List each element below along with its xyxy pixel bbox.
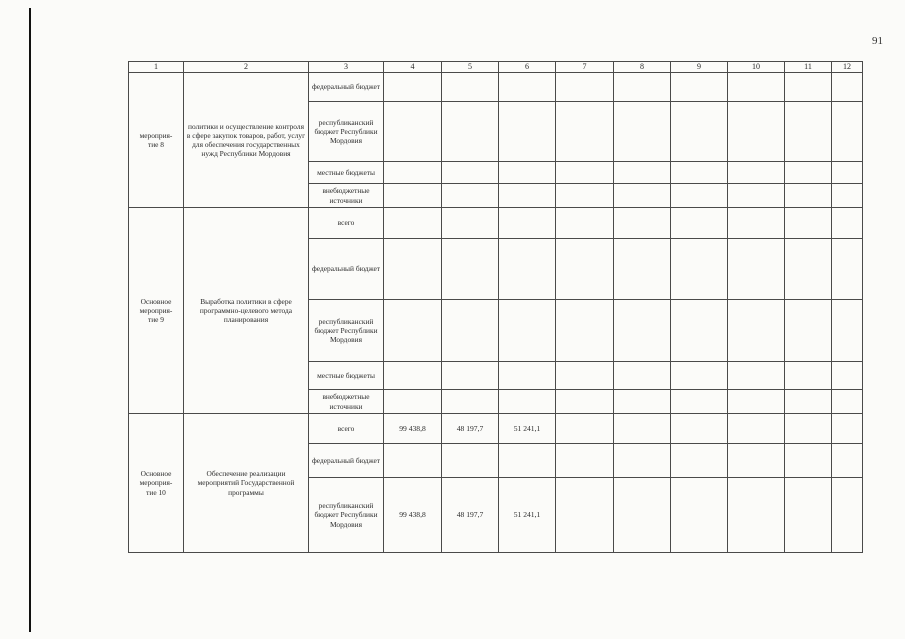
empty-cell xyxy=(832,162,863,184)
funding-source-cell: внебюджетные источники xyxy=(309,390,384,414)
column-header: 4 xyxy=(384,62,442,73)
amount-year-1-cell: 48 197,7 xyxy=(442,414,499,444)
amount-total-cell xyxy=(384,362,442,390)
activity-number-cell: Основное мероприя- тие 9 xyxy=(129,208,184,414)
funding-source-cell: местные бюджеты xyxy=(309,362,384,390)
funding-source-cell: федеральный бюджет xyxy=(309,239,384,300)
empty-cell xyxy=(671,208,728,239)
amount-year-2-cell xyxy=(499,162,556,184)
table-row xyxy=(129,414,863,444)
column-header: 1 xyxy=(129,62,184,73)
empty-cell xyxy=(671,73,728,102)
empty-cell xyxy=(614,208,671,239)
empty-cell xyxy=(728,208,785,239)
empty-cell xyxy=(671,444,728,478)
funding-source-cell: внебюджетные источники xyxy=(309,184,384,208)
page-number: 91 xyxy=(872,35,883,47)
empty-cell xyxy=(728,444,785,478)
empty-cell xyxy=(556,208,614,239)
empty-cell xyxy=(614,184,671,208)
empty-cell xyxy=(671,414,728,444)
empty-cell xyxy=(556,73,614,102)
empty-cell xyxy=(556,300,614,362)
empty-cell xyxy=(556,102,614,162)
empty-cell xyxy=(785,362,832,390)
activity-title-cell: Обеспечение реализации мероприятий Государственной программы xyxy=(184,414,309,553)
empty-cell xyxy=(671,162,728,184)
empty-cell xyxy=(671,478,728,553)
empty-cell xyxy=(832,300,863,362)
column-header: 2 xyxy=(184,62,309,73)
table-row xyxy=(129,73,863,102)
empty-cell xyxy=(785,184,832,208)
empty-cell xyxy=(614,239,671,300)
amount-total-cell xyxy=(384,102,442,162)
column-header: 8 xyxy=(614,62,671,73)
column-header: 10 xyxy=(728,62,785,73)
amount-year-1-cell xyxy=(442,300,499,362)
amount-total-cell xyxy=(384,208,442,239)
empty-cell xyxy=(556,162,614,184)
empty-cell xyxy=(671,239,728,300)
empty-cell xyxy=(728,184,785,208)
empty-cell xyxy=(614,102,671,162)
funding-source-cell: федеральный бюджет xyxy=(309,444,384,478)
amount-year-1-cell xyxy=(442,239,499,300)
amount-year-1-cell: 48 197,7 xyxy=(442,478,499,553)
column-header: 11 xyxy=(785,62,832,73)
amount-year-1-cell xyxy=(442,162,499,184)
empty-cell xyxy=(832,184,863,208)
column-header: 7 xyxy=(556,62,614,73)
empty-cell xyxy=(785,390,832,414)
empty-cell xyxy=(785,102,832,162)
amount-total-cell xyxy=(384,184,442,208)
activity-number-cell: мероприя- тие 8 xyxy=(129,73,184,208)
page-left-edge-line xyxy=(29,8,31,632)
amount-year-2-cell xyxy=(499,184,556,208)
empty-cell xyxy=(671,184,728,208)
empty-cell xyxy=(832,390,863,414)
funding-source-cell: федеральный бюджет xyxy=(309,73,384,102)
column-header: 5 xyxy=(442,62,499,73)
amount-year-2-cell xyxy=(499,362,556,390)
empty-cell xyxy=(832,362,863,390)
empty-cell xyxy=(614,414,671,444)
empty-cell xyxy=(556,362,614,390)
amount-year-2-cell xyxy=(499,208,556,239)
funding-source-cell: местные бюджеты xyxy=(309,162,384,184)
empty-cell xyxy=(785,414,832,444)
empty-cell xyxy=(614,444,671,478)
empty-cell xyxy=(832,478,863,553)
empty-cell xyxy=(832,208,863,239)
amount-total-cell xyxy=(384,444,442,478)
empty-cell xyxy=(614,478,671,553)
amount-total-cell xyxy=(384,73,442,102)
column-header: 12 xyxy=(832,62,863,73)
empty-cell xyxy=(728,102,785,162)
empty-cell xyxy=(785,208,832,239)
empty-cell xyxy=(614,362,671,390)
amount-year-1-cell xyxy=(442,102,499,162)
empty-cell xyxy=(614,300,671,362)
column-header: 3 xyxy=(309,62,384,73)
empty-cell xyxy=(785,478,832,553)
empty-cell xyxy=(728,414,785,444)
budget-table xyxy=(128,61,863,553)
table-row xyxy=(129,208,863,239)
empty-cell xyxy=(556,414,614,444)
funding-source-cell: всего xyxy=(309,208,384,239)
funding-source-cell: республиканский бюджет Республики Мордовия xyxy=(309,478,384,553)
empty-cell xyxy=(728,390,785,414)
column-header: 6 xyxy=(499,62,556,73)
activity-title-cell: Выработка политики в сфере программно-целевого метода планирования xyxy=(184,208,309,414)
empty-cell xyxy=(556,239,614,300)
amount-year-1-cell xyxy=(442,208,499,239)
empty-cell xyxy=(556,390,614,414)
empty-cell xyxy=(556,184,614,208)
empty-cell xyxy=(728,162,785,184)
empty-cell xyxy=(671,390,728,414)
amount-year-2-cell xyxy=(499,102,556,162)
empty-cell xyxy=(728,478,785,553)
amount-year-2-cell: 51 241,1 xyxy=(499,478,556,553)
activity-number-cell: Основное мероприя- тие 10 xyxy=(129,414,184,553)
column-header: 9 xyxy=(671,62,728,73)
amount-year-1-cell xyxy=(442,390,499,414)
activity-title-cell: политики и осуществление контроля в сфере закупок товаров, работ, услуг для обеспечения государственных нужд Республики Мордовия xyxy=(184,73,309,208)
amount-year-1-cell xyxy=(442,362,499,390)
amount-total-cell xyxy=(384,162,442,184)
amount-year-2-cell xyxy=(499,444,556,478)
empty-cell xyxy=(728,239,785,300)
amount-year-2-cell xyxy=(499,390,556,414)
empty-cell xyxy=(728,300,785,362)
amount-year-2-cell xyxy=(499,239,556,300)
amount-year-2-cell xyxy=(499,73,556,102)
amount-year-1-cell xyxy=(442,444,499,478)
empty-cell xyxy=(832,239,863,300)
amount-year-1-cell xyxy=(442,184,499,208)
empty-cell xyxy=(671,362,728,390)
empty-cell xyxy=(832,102,863,162)
amount-total-cell: 99 438,8 xyxy=(384,478,442,553)
empty-cell xyxy=(728,362,785,390)
empty-cell xyxy=(556,444,614,478)
amount-year-2-cell: 51 241,1 xyxy=(499,414,556,444)
empty-cell xyxy=(614,390,671,414)
empty-cell xyxy=(785,73,832,102)
empty-cell xyxy=(832,444,863,478)
amount-total-cell: 99 438,8 xyxy=(384,414,442,444)
empty-cell xyxy=(832,414,863,444)
empty-cell xyxy=(671,102,728,162)
empty-cell xyxy=(671,300,728,362)
header-row xyxy=(129,62,863,73)
empty-cell xyxy=(728,73,785,102)
amount-year-1-cell xyxy=(442,73,499,102)
empty-cell xyxy=(832,73,863,102)
empty-cell xyxy=(556,478,614,553)
funding-source-cell: республиканский бюджет Республики Мордовия xyxy=(309,300,384,362)
empty-cell xyxy=(614,162,671,184)
funding-source-cell: республиканский бюджет Республики Мордовия xyxy=(309,102,384,162)
amount-year-2-cell xyxy=(499,300,556,362)
empty-cell xyxy=(614,73,671,102)
empty-cell xyxy=(785,239,832,300)
amount-total-cell xyxy=(384,300,442,362)
empty-cell xyxy=(785,444,832,478)
empty-cell xyxy=(785,162,832,184)
funding-source-cell: всего xyxy=(309,414,384,444)
amount-total-cell xyxy=(384,239,442,300)
empty-cell xyxy=(785,300,832,362)
amount-total-cell xyxy=(384,390,442,414)
